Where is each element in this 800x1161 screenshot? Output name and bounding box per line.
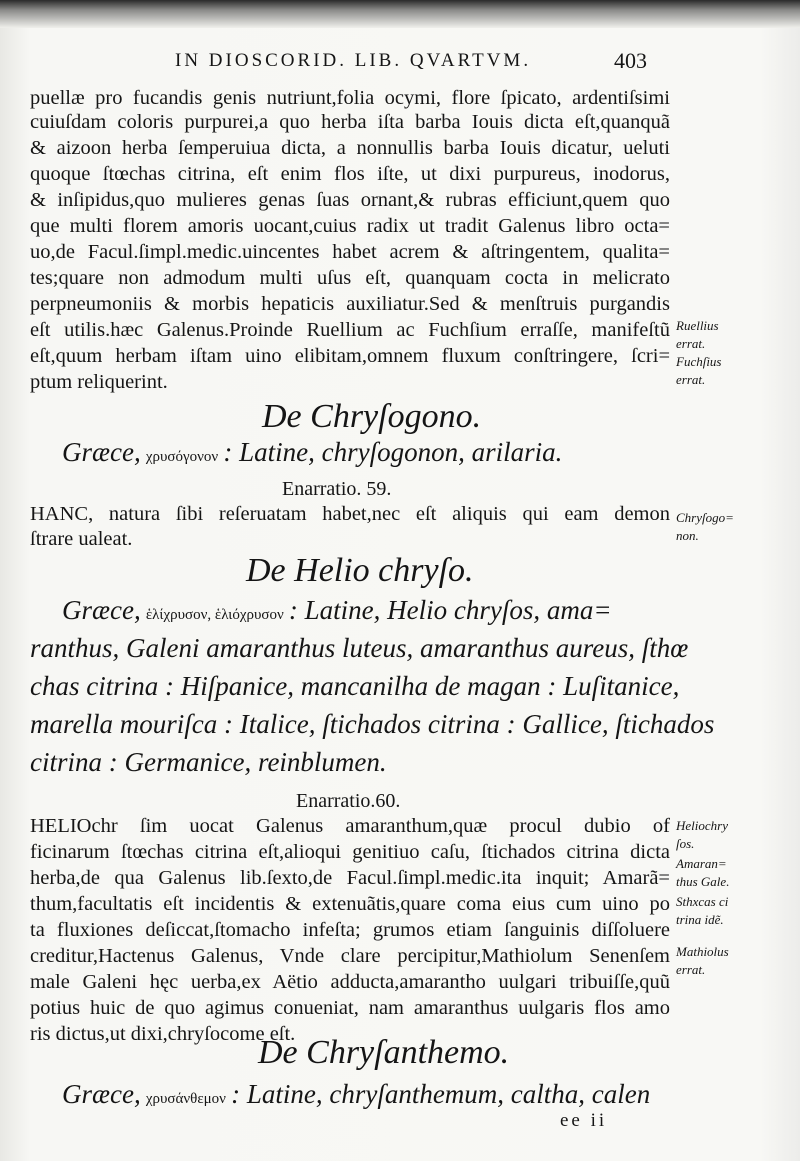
text-line: HANC, natura ſibi reſeruatam habet,nec eſt aliquis qui eam demon [30, 503, 670, 525]
running-head: IN DIOSCORID. LIB. QVARTVM. [175, 50, 532, 71]
text-line: & aizoon herba ſemperuiua dicta, a nonnullis barba Iouis dicatur, ueluti [30, 137, 670, 159]
enarratio-label: Enarratio.60. [296, 790, 401, 812]
synonym-line: chas citrina : Hiſpanice, mancanilha de magan : Luſitanice, [30, 671, 680, 701]
text-line: tes;quare non admodum multi uſus eſt, quanquam cocta in melicrato [30, 267, 670, 289]
margin-note: ſos. [676, 836, 695, 851]
margin-note: thus Gale. [676, 874, 730, 889]
margin-note: Heliochry [676, 818, 728, 833]
text-line: ris dictus,ut dixi,chryſocome eſt. [30, 1023, 296, 1045]
text-line: male Galeni hęc uerba,ex Aëtio adducta,amarantho uulgari tribuiſſe,quũ [30, 971, 670, 993]
text-line: eſt utilis.hæc Galenus.Proinde Ruellium ac Fuchſium erraſſe, manifeſtũ [30, 319, 670, 341]
section-heading: De Chryſogono. [262, 398, 482, 435]
margin-note: errat. [676, 962, 706, 977]
text-line: herba,de qua Galenus lib.ſexto,de Facul.ſimpl.medic.ita inquit; Amarã= [30, 867, 670, 889]
synonym-line: Græce, χρυσόγονον : Latine, chryſogonon, arilaria. [62, 437, 563, 467]
synonym-line: citrina : Germanice, reinblumen. [30, 747, 387, 777]
text-line: ſtrare ualeat. [30, 528, 133, 550]
margin-note: trina idẽ. [676, 912, 724, 927]
margin-note: errat. [676, 372, 706, 387]
text-line: ptum reliquerint. [30, 371, 168, 393]
margin-note: errat. [676, 336, 706, 351]
margin-note: Fuchſius [676, 354, 722, 369]
synonym-line: marella mouriſca : Italice, ſtichados citrina : Gallice, ſtichados [30, 709, 715, 739]
synonym-line: ranthus, Galeni amaranthus luteus, amaranthus aureus, ſthœ [30, 633, 689, 663]
text-line: quoque ſtœchas citrina, eſt enim flos iſte, ut dixi purpureus, inodorus, [30, 163, 670, 185]
text-line: ta fluxiones deſiccat,ſtomacho infeſta; grumos etiam ſanguinis diſſoluere [30, 919, 670, 941]
text-line: potius huic de quo agimus conueniat, nam amaranthus uulgaris flos amo [30, 997, 670, 1019]
signature-mark: ee ii [560, 1110, 608, 1131]
section-heading: De Helio chryſo. [246, 552, 474, 589]
text-line: puellæ pro fucandis genis nutriunt,folia ocymi, flore ſpicato, ardentiſsimi [30, 87, 670, 109]
synonym-line: Græce, χρυσάνθεμον : Latine, chryſanthemum, caltha, calen [62, 1079, 651, 1109]
text-line: HELIOchr ſim uocat Galenus amaranthum,quæ procul dubio of [30, 815, 670, 837]
margin-note: Amaran= [676, 856, 727, 871]
margin-note: Sthxcas ci [676, 894, 729, 909]
page-number: 403 [614, 48, 647, 73]
margin-note: non. [676, 528, 699, 543]
text-line: cuiuſdam coloris purpurei,a quo herba iſta barba Iouis dicta eſt,quanquã [30, 111, 670, 133]
text-line: perpneumoniis & morbis hepaticis auxiliatur.Sed & menſtruis purgandis [30, 293, 670, 315]
section-heading: De Chryſanthemo. [258, 1034, 510, 1071]
text-line: & inſipidus,quo mulieres genas ſuas ornant,& rubras efficiunt,quem quo [30, 189, 670, 211]
text-line: ficinarum ſtœchas citrina eſt,alioqui genitiuo caſu, ſtichados citrina dicta [30, 841, 670, 863]
text-line: creditur,Hactenus Galenus, Vnde clare percipitur,Mathiolum Senenſem [30, 945, 670, 967]
margin-note: Mathiolus [676, 944, 729, 959]
text-line: thum,facultatis eſt incidentis & extenuãtis,quare coma eius cum uino po [30, 893, 670, 915]
text-line: eſt,quum herbam iſtam uino elibitam,omnem fluxum conſtringere, ſcri= [30, 345, 670, 367]
scan-top-edge [0, 0, 800, 28]
enarratio-label: Enarratio. 59. [282, 478, 392, 500]
synonym-line: Græce, ἑλίχρυσον, ἑλιόχρυσον : Latine, Helio chryſos, ama= [62, 595, 612, 625]
text-line: uo,de Facul.ſimpl.medic.uincentes habet acrem & aſtringentem, qualita= [30, 241, 670, 263]
margin-note: Chryſogo= [676, 510, 734, 525]
text-line: que multi florem amoris uocant,cuius radix ut tradit Galenus libro octa= [30, 215, 670, 237]
margin-note: Ruellius [676, 318, 719, 333]
